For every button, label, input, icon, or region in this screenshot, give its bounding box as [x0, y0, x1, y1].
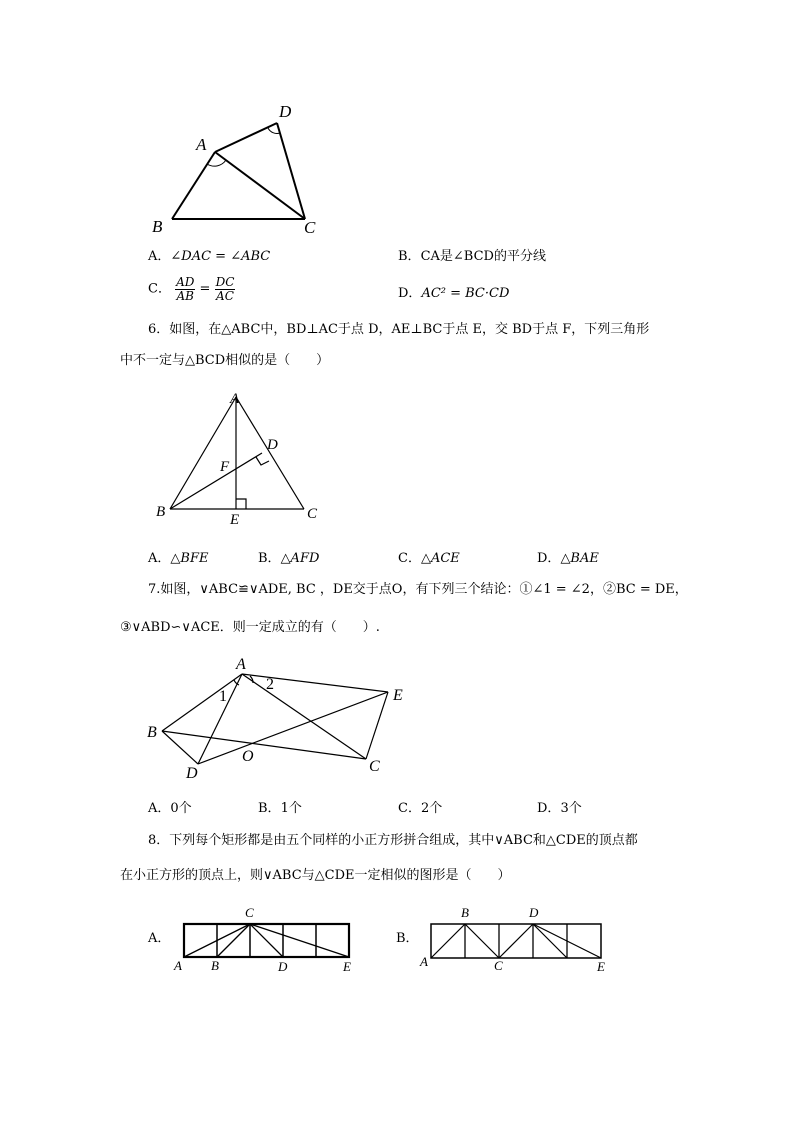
q7-label-A: A — [236, 656, 246, 673]
q8-option-a-label: A． — [148, 931, 171, 946]
q5-option-d: D．AC² = BC·CD — [398, 286, 510, 301]
q8a-label-B: B — [211, 958, 219, 973]
q5-option-c-frac2: $\frac{DC}{AC}$ — [215, 275, 235, 303]
q6-figure — [150, 385, 330, 530]
q8b-label-C: C — [494, 958, 503, 973]
q5-label-B: B — [152, 217, 163, 236]
q8a-label-E: E — [343, 959, 351, 974]
q6-label-B: B — [156, 504, 166, 520]
q6-question-line2: 中不一定与△BCD相似的是（ ） — [120, 353, 330, 368]
q5-option-c-frac1: $\frac{AD}{AB}$ — [176, 275, 195, 303]
q5-option-d-text: AC² = BC·CD — [421, 286, 510, 301]
q8b-label-E: E — [597, 959, 605, 974]
q5-label-A: A — [196, 135, 207, 154]
q8a-label-D: D — [278, 959, 288, 974]
q7-option-a: A．0个 — [148, 801, 192, 816]
q7-label-B: B — [147, 724, 157, 741]
q7-label-E: E — [393, 687, 403, 704]
q6-option-a: A．△BFE — [148, 551, 209, 566]
q6-question-line1: 6．如图，在△ABC中，BD⊥AC于点 D，AE⊥BC于点 E，交 BD于点 F，下列三角形 — [148, 322, 650, 337]
q5-option-a: A．∠DAC = ∠ABC — [148, 249, 271, 264]
q6-option-b: B．△AFD — [258, 551, 320, 566]
q8a-label-C: C — [245, 905, 254, 920]
q5-option-c: C． $\frac{AD}{AB}$ = $\frac{DC}{AC}$ — [148, 275, 235, 303]
q7-label-two: 2 — [266, 676, 274, 693]
q7-label-C: C — [369, 758, 380, 775]
q6-option-c: C．△ACE — [398, 551, 460, 566]
q5-option-b: B．CA是∠BCD的平分线 — [398, 249, 546, 264]
q8-option-b-label: B． — [396, 931, 419, 946]
q6-label-F: F — [220, 459, 230, 475]
q6-label-E: E — [230, 512, 240, 528]
q8a-label-A: A — [174, 958, 182, 973]
q8b-label-B: B — [461, 905, 469, 920]
q7-figure — [140, 652, 410, 787]
q6-option-d: D．△BAE — [537, 551, 599, 566]
q8-figure-a — [170, 902, 365, 982]
q7-option-b: B．1个 — [258, 801, 302, 816]
q5-figure — [140, 95, 340, 240]
q6-label-C: C — [307, 506, 318, 522]
q5-option-b-text: CA是∠BCD的平分线 — [420, 249, 546, 264]
q5-label-C: C — [304, 218, 316, 237]
q5-label-D: D — [279, 102, 292, 121]
q8-question-line2: 在小正方形的顶点上，则∨ABC与△CDE一定相似的图形是（ ） — [120, 868, 511, 883]
q5-option-a-text: ∠DAC = ∠ABC — [170, 249, 271, 264]
q8b-label-A: A — [420, 954, 428, 969]
q8-question-line1: 8．下列每个矩形都是由五个同样的小正方形拼合组成，其中∨ABC和△CDE的顶点都 — [148, 833, 638, 848]
q7-label-O: O — [242, 748, 254, 765]
q7-question-line1: 7.如图，∨ABC≌∨ADE, BC ，DE交于点O，有下列三个结论：①∠1 = ∠2，②BC = DE， — [148, 582, 688, 597]
q8-figure-b — [415, 902, 615, 982]
q7-question-line2: ③∨ABD∽∨ACE．则一定成立的有（ ）. — [120, 620, 380, 635]
q7-option-d: D．3个 — [537, 801, 582, 816]
q6-label-A: A — [230, 391, 240, 407]
q7-label-one: 1 — [219, 688, 227, 705]
q7-label-D: D — [186, 765, 198, 782]
q8b-label-D: D — [529, 905, 539, 920]
q7-option-c: C．2个 — [398, 801, 443, 816]
q6-label-D: D — [267, 437, 278, 453]
